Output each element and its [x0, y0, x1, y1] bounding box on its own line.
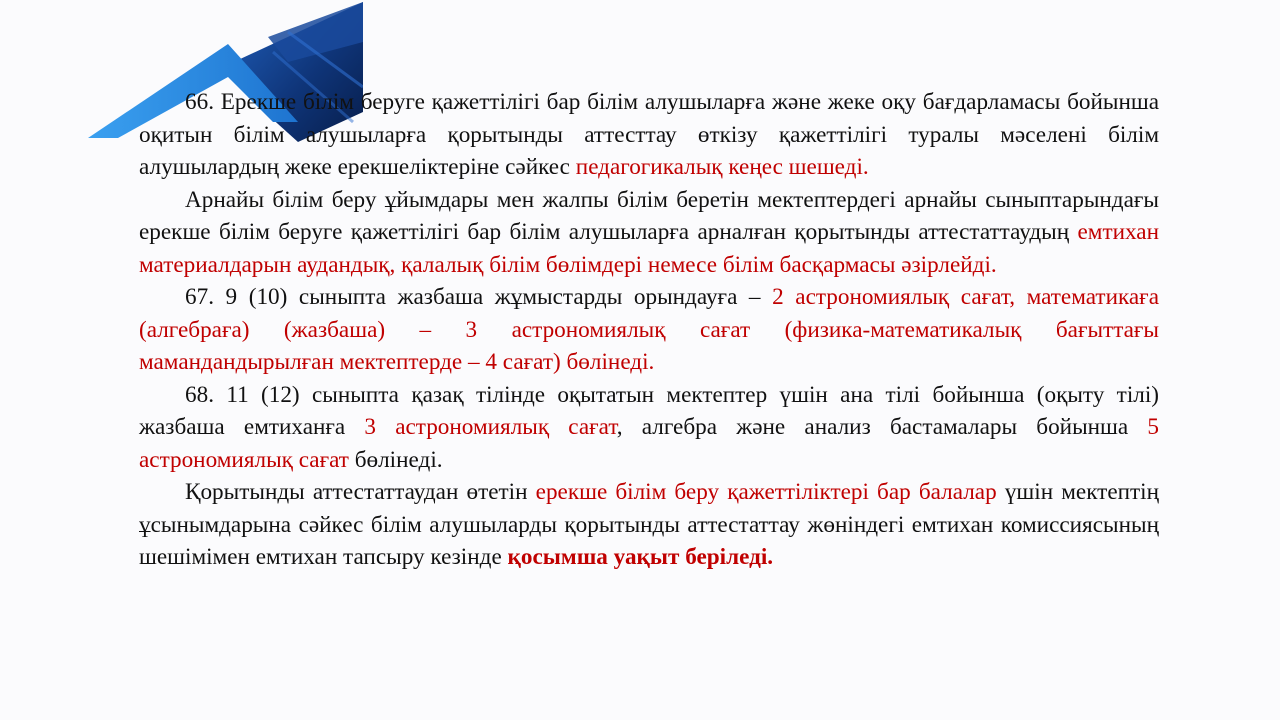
paragraph [139, 86, 1159, 184]
highlighted-text: емтихан материалдарын аудандық, қалалық білім бөлімдері немесе білім басқармасы әзірлейді. [139, 219, 1159, 278]
highlighted-text: 5 астрономиялық сағат [139, 414, 1159, 473]
paragraph [139, 379, 1159, 477]
highlighted-bold-text: қосымша уақыт беріледі. [507, 544, 774, 570]
paragraph-text: 67. 9 (10) сыныпта жазбаша жұмыстарды орындауға – [185, 284, 773, 310]
paragraph-text: 68. 11 (12) сыныпта қазақ тілінде оқытатын мектептер үшін ана тілі бойынша (оқыту тілі) жазбаша емтиханға [139, 381, 1159, 440]
document-body [139, 86, 1159, 574]
paragraph [139, 184, 1159, 282]
paragraph-text: , алгебра және анализ бастамалары бойынша [616, 414, 1148, 440]
highlighted-text: 3 астрономиялық сағат [364, 414, 617, 440]
paragraph [139, 281, 1159, 379]
highlighted-text: педагогикалық кеңес шешеді. [575, 154, 869, 180]
paragraph-text: Арнайы білім беру ұйымдары мен жалпы білім беретін мектептердегі арнайы сыныптарындағы ерекше білім беруге қажеттілігі бар білім алушыларға арналған қорытынды аттестаттаудың [139, 186, 1159, 245]
paragraph-text: Қорытынды аттестаттаудан өтетін [185, 479, 536, 505]
paragraph-text: бөлінеді. [348, 446, 443, 473]
highlighted-text: 2 астрономиялық сағат, математикаға (алгебраға) (жазбаша) – 3 астрономиялық сағат (физика-математикалық бағыттағы мамандандырылған мектептерде – 4 сағат) бөлінеді. [139, 284, 1159, 375]
paragraph-text: 66. Ерекше білім беруге қажеттілігі бар білім алушыларға және жеке оқу бағдарламасы бойынша оқитын білім алушыларға қорытынды аттесттау өткізу қажеттілігі туралы мәселені білім алушылардың жеке ерекшеліктеріне сәйкес [139, 89, 1159, 180]
paragraph-text: үшін мектептің ұсынымдарына сәйкес білім алушыларды қорытынды аттестаттау жөніндегі емтихан комиссиясының шешімімен емтихан тапсыру кезінде [139, 479, 1160, 570]
paragraph [139, 476, 1159, 574]
highlighted-text: ерекше білім беру қажеттіліктері бар балалар [535, 479, 997, 505]
